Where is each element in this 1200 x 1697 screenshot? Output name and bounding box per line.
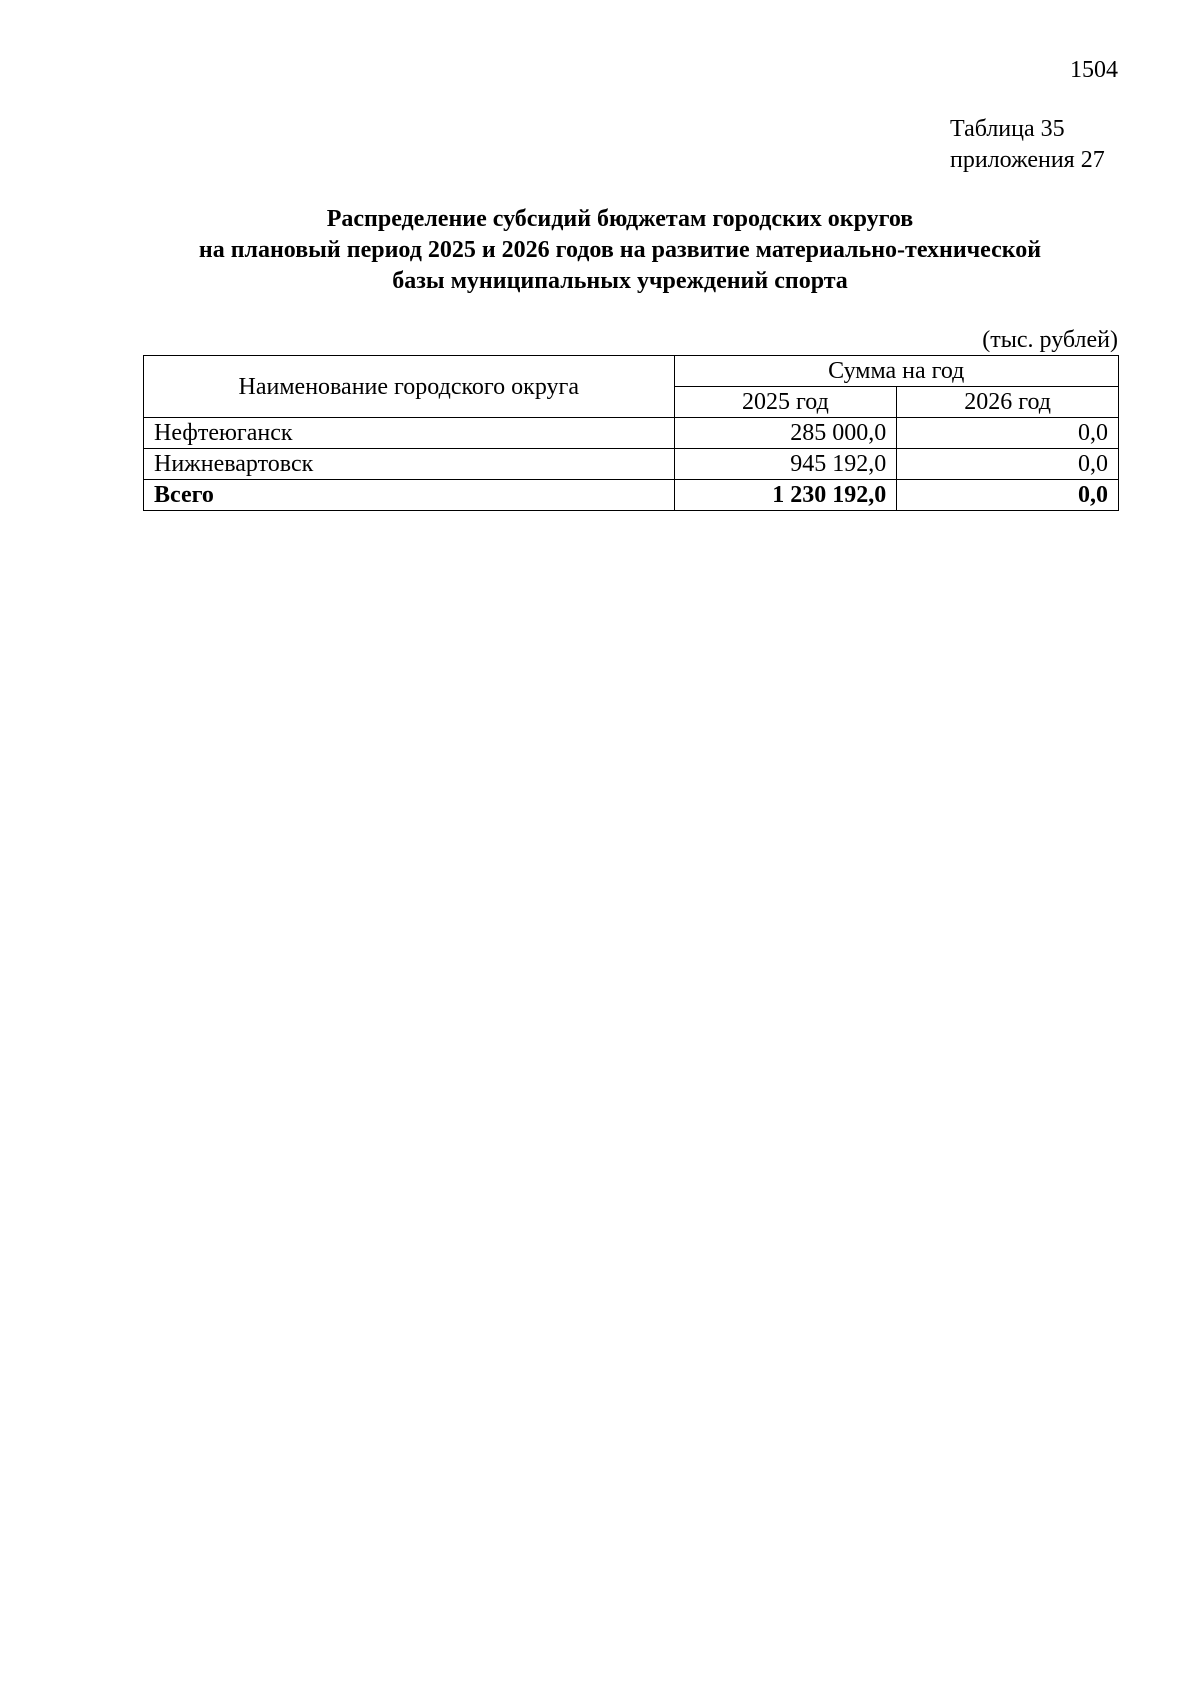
row-value-2025: 945 192,0: [674, 449, 897, 480]
row-name: Нефтеюганск: [144, 418, 675, 449]
table-row: [144, 418, 1119, 449]
row-name: Нижневартовск: [144, 449, 675, 480]
row-value-2025: 285 000,0: [674, 418, 897, 449]
document-title-line-3: базы муниципальных учреждений спорта: [392, 268, 848, 294]
total-value-2025: 1 230 192,0: [674, 480, 897, 511]
units-label: (тыс. рублей): [982, 327, 1118, 353]
header-name: Наименование городского округа: [144, 356, 675, 418]
header-year-2026: 2026 год: [897, 387, 1119, 418]
document-title-line-1: Распределение субсидий бюджетам городских округов: [326, 206, 914, 232]
document-title-line-2: на плановый период 2025 и 2026 годов на развитие материально-технической: [198, 237, 1042, 263]
row-value-2026: 0,0: [897, 449, 1119, 480]
total-value-2026: 0,0: [897, 480, 1119, 511]
header-year-2025: 2025 год: [674, 387, 897, 418]
table-header-row: [144, 356, 1119, 387]
table-reference: [950, 114, 1105, 176]
table-reference-line-1: Таблица 35: [950, 116, 1065, 142]
header-sum: Сумма на год: [674, 356, 1118, 387]
subsidy-table: [143, 355, 1119, 511]
document-title: [120, 204, 1120, 297]
table-total-row: [144, 480, 1119, 511]
row-value-2026: 0,0: [897, 418, 1119, 449]
table-row: [144, 449, 1119, 480]
page-number: 1504: [1070, 57, 1118, 83]
total-label: Всего: [144, 480, 675, 511]
table-reference-line-2: приложения 27: [950, 147, 1105, 173]
